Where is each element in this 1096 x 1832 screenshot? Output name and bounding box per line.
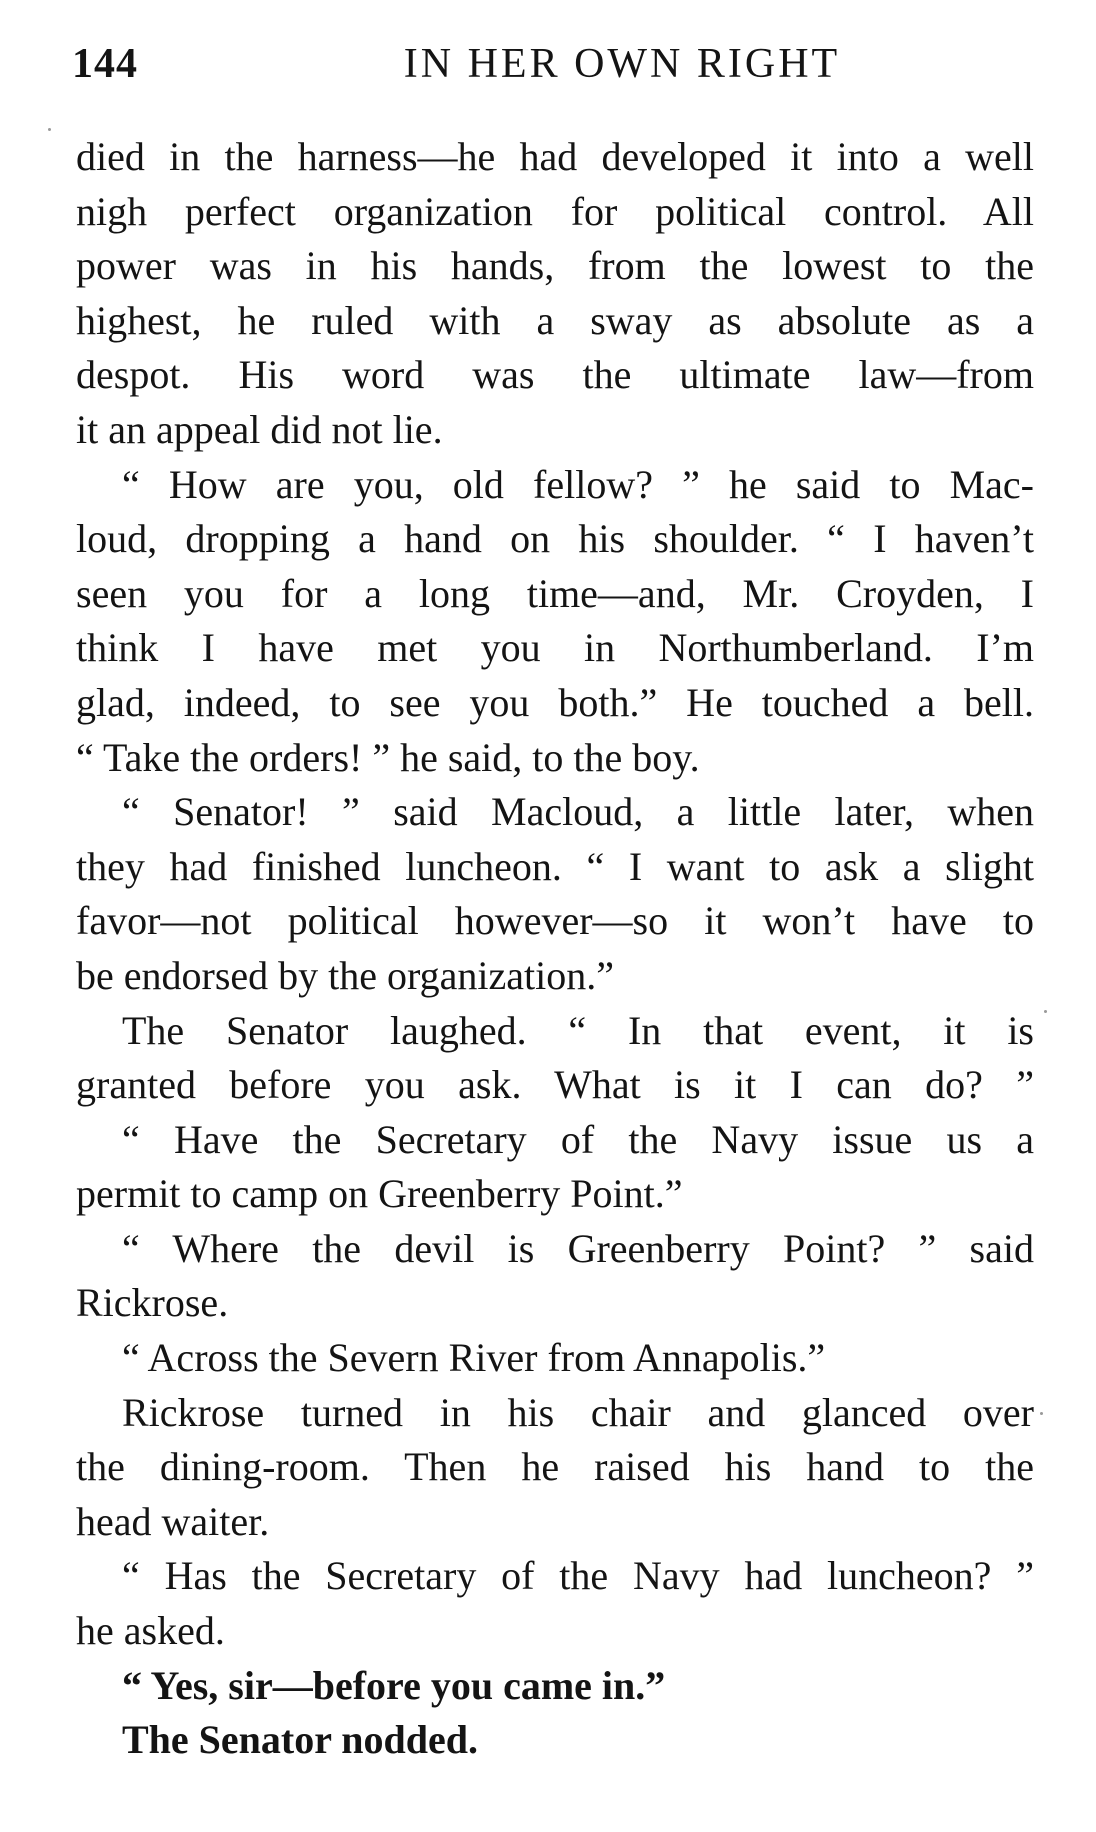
text-line: permit to camp on Greenberry Point.”: [76, 1171, 683, 1217]
print-speck: [1040, 1412, 1043, 1415]
running-title: IN HER OWN RIGHT: [403, 41, 841, 87]
page-header: [72, 40, 1032, 92]
print-speck: [48, 128, 51, 131]
body-text: [76, 130, 1034, 1768]
text-line: he asked.: [76, 1608, 225, 1654]
text-line: highest, he ruled with a sway as absolute as a: [76, 297, 1034, 343]
text-line: glad, indeed, to see you both.” He touched a bell.: [76, 679, 1034, 725]
text-line: it an appeal did not lie.: [76, 406, 443, 452]
text-line: The Senator laughed. “ In that event, it is: [122, 1007, 1034, 1053]
text-line: “ Take the orders! ” he said, to the boy.: [76, 734, 700, 780]
text-line: The Senator nodded.: [122, 1717, 479, 1763]
text-line: seen you for a long time—and, Mr. Croyden, I: [76, 570, 1034, 616]
text-line: despot. His word was the ultimate law—from: [76, 352, 1034, 398]
text-line: “ Across the Severn River from Annapolis.”: [122, 1335, 826, 1381]
text-line: be endorsed by the organization.”: [76, 952, 614, 998]
text-line: “ Has the Secretary of the Navy had luncheon? ”: [122, 1553, 1034, 1599]
text-line: nigh perfect organization for political control. All: [76, 188, 1034, 234]
page-number: 144: [72, 41, 138, 87]
print-speck: [1044, 1010, 1047, 1013]
text-line: Rickrose.: [76, 1280, 229, 1326]
text-line: “ Have the Secretary of the Navy issue us a: [122, 1116, 1034, 1162]
text-line: power was in his hands, from the lowest to the: [76, 243, 1034, 289]
text-line: “ Where the devil is Greenberry Point? ” said: [122, 1225, 1034, 1271]
text-line: “ Senator! ” said Macloud, a little later, when: [122, 789, 1034, 835]
text-line: “ Yes, sir—before you came in.”: [122, 1662, 666, 1708]
text-line: “ How are you, old fellow? ” he said to Mac-: [122, 461, 1034, 507]
text-line: the dining-room. Then he raised his hand to the: [76, 1444, 1034, 1490]
text-line: head waiter.: [76, 1498, 270, 1544]
text-line: granted before you ask. What is it I can do? ”: [76, 1062, 1034, 1108]
text-line: died in the harness—he had developed it into a well: [76, 134, 1034, 179]
text-line: they had finished luncheon. “ I want to ask a slight: [76, 843, 1034, 889]
text-line: favor—not political however—so it won’t have to: [76, 898, 1034, 944]
text-line: Rickrose turned in his chair and glanced over: [122, 1389, 1034, 1435]
text-line: loud, dropping a hand on his shoulder. “ I haven’t: [76, 516, 1034, 562]
text-line: think I have met you in Northumberland. I’m: [76, 625, 1034, 671]
